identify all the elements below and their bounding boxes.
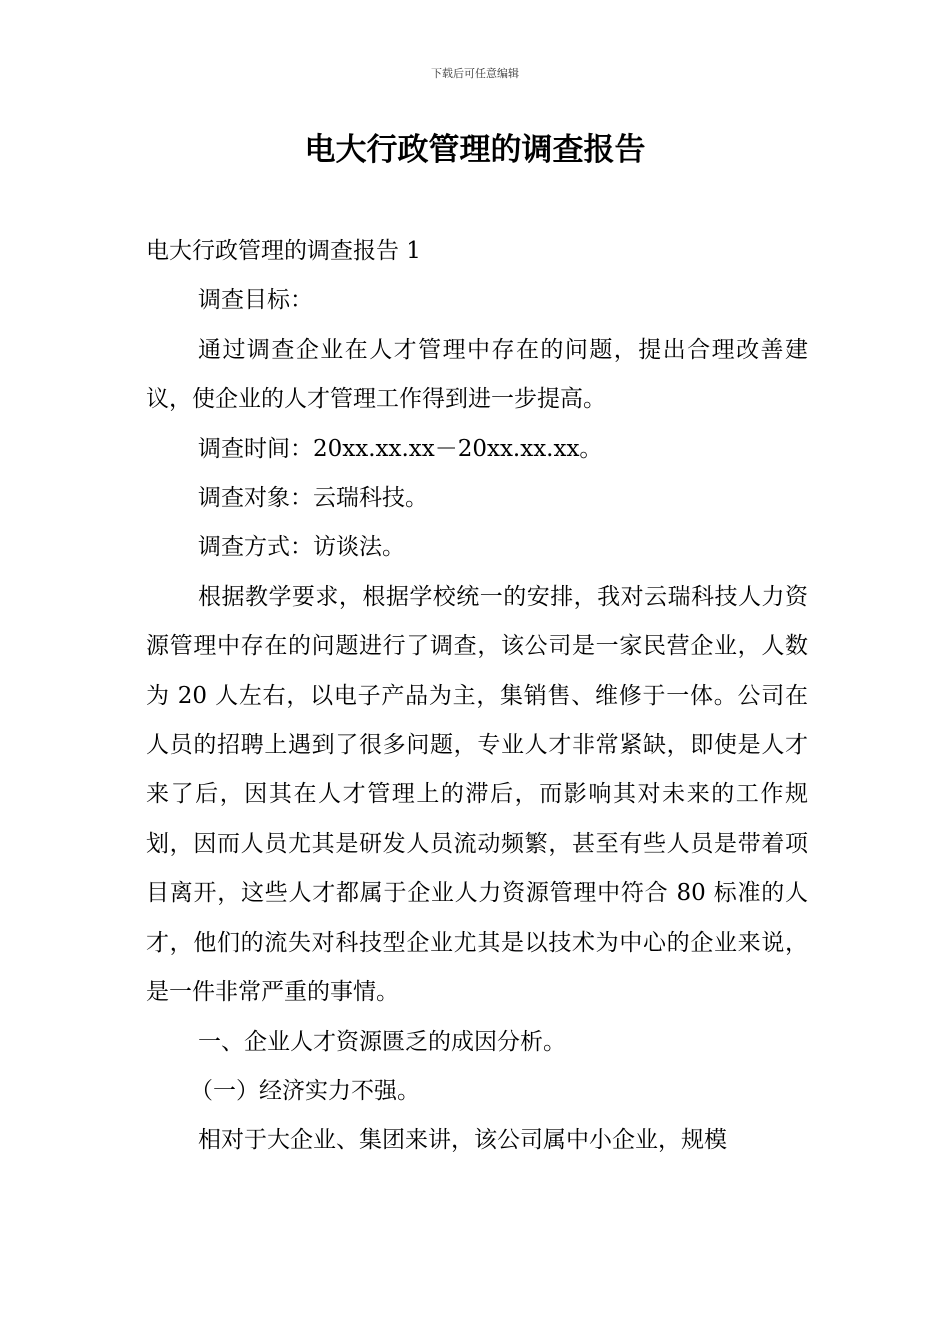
paragraph-survey-method: 调查方式：访谈法。: [198, 534, 405, 561]
paragraph-background: 根据教学要求，根据学校统一的安排，我对云瑞科技人力资源管理中存在的问题进行了调查，该公司是一家民营企业，人数为 20 人左右，以电子产品为主，集销售、维修于一体。公司在人员的招聘上遇到了很多问题，专业人才非常紧缺，即使是人才来了后，因其在人才管理上的滞后，而影响其对未来的工作规划，因而人员尤其是研发人员流动频繁，甚至有些人员是带着项目离开，这些人才都属于企业人力资源管理中符合 80 标准的人才，他们的流失对科技型企业尤其是以技术为中心的企业来说，是一件非常严重的事情。: [146, 583, 808, 1006]
document-title: 电大行政管理的调查报告: [304, 132, 646, 168]
subheading-economic-strength: （一）经济实力不强。: [190, 1077, 420, 1104]
paragraph-goal-label: 调查目标：: [198, 287, 313, 314]
paragraph-company-scale: 相对于大企业、集团来讲，该公司属中小企业，规模: [198, 1127, 727, 1154]
document-body: [146, 227, 808, 1166]
header-note: 下载后可任意编辑: [431, 67, 519, 80]
paragraph-goal: 通过调查企业在人才管理中存在的问题，提出合理改善建议，使企业的人才管理工作得到进一步提高。: [146, 336, 808, 413]
paragraph-survey-target: 调查对象：云瑞科技。: [198, 485, 428, 512]
heading-cause-analysis: 一、企业人才资源匮乏的成因分析。: [198, 1028, 566, 1055]
section-heading: 电大行政管理的调查报告 1: [146, 238, 421, 264]
paragraph-survey-time: 调查时间：20xx.xx.xx－20xx.xx.xx。: [198, 435, 603, 462]
